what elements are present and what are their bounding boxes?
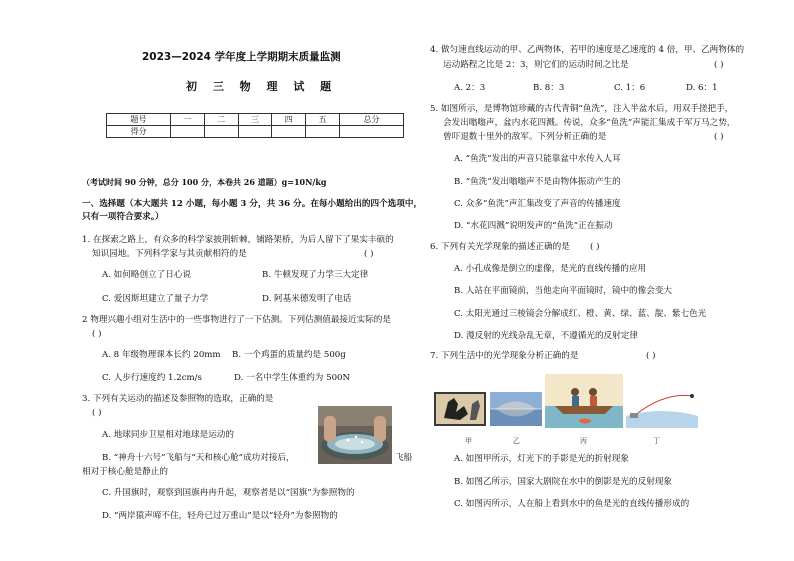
q5-option-a: A. “鱼洗”发出的声音只能靠盆中水传入人耳 (454, 154, 621, 164)
caption-bing: 丙 (580, 437, 587, 445)
q7-option-b: B. 如图乙所示，国家大剧院在水中的倒影是光的反射现象 (454, 477, 673, 487)
light-bending-diagram (626, 386, 698, 428)
score-input-cell (204, 126, 238, 138)
score-input-cell (170, 126, 204, 138)
q3-stem: 3. 下列有关运动的描述及参照物的选取，正确的是 (82, 394, 274, 404)
q5-option-c: C. 众多“鱼洗”声汇集改变了声音的传播速度 (454, 199, 621, 209)
q6-stem: 6. 下列有关光学现象的描述正确的是 (430, 242, 570, 252)
q5-option-b: B. “鱼洗”发出嗡嗡声不是由物体振动产生的 (454, 177, 621, 187)
q3-option-a: A. 地球同步卫星相对地球是运动的 (102, 430, 234, 440)
q7-option-a: A. 如图甲所示，灯光下的手影是光的折射现象 (454, 454, 629, 464)
q2-option-c: C. 人步行速度约 1.2cm/s (102, 373, 202, 383)
q4-option-c: C. 1：6 (614, 83, 646, 93)
exam-subtitle: 初 三 物 理 试 题 (186, 80, 338, 93)
score-input-cell (340, 126, 404, 138)
section-heading-line2: 只有一项符合要求。） (82, 212, 164, 222)
q1-option-c: C. 爱因斯坦建立了量子力学 (102, 294, 209, 304)
q5-answer-paren: ( ) (714, 132, 724, 142)
score-table (106, 113, 404, 138)
table-cell: 四 (272, 114, 306, 126)
q5-stem-cont2: 曾吓退数十里外的敌军。下列分析正确的是 (443, 132, 607, 142)
q2-option-a: A. 8 年级物理课本长约 20mm (102, 350, 221, 360)
q5-stem-cont: 会发出嗡嗡声，盆内水花四溅。传说，众多“鱼洗”声能汇集成千军万马之势， (443, 118, 736, 128)
table-cell: 一 (170, 114, 204, 126)
q6-option-a: A. 小孔成像是倒立的虚像，是光的直线传播的应用 (454, 264, 647, 274)
section-heading-line1: 一、选择题（本大题共 12 小题，每小题 3 分，共 36 分。在每小题给出的四个选项中， (82, 199, 423, 209)
q1-option-b: B. 牛顿发现了力学三大定律 (262, 270, 369, 280)
q2-option-d: D. 一名中学生体重约为 500N (234, 373, 351, 383)
hand-shadow-image (434, 392, 486, 426)
table-cell: 题号 (107, 114, 171, 126)
q1-stem-cont: 知识园地。下列科学家与其贡献相符的是 (92, 249, 247, 259)
boat-fishing-image (545, 374, 623, 428)
exam-title: 2023—2024 学年度上学期期末质量监测 (142, 51, 341, 63)
q7-answer-paren: ( ) (646, 351, 656, 361)
q4-option-d: D. 6：1 (686, 83, 718, 93)
table-cell: 二 (204, 114, 238, 126)
table-cell: 五 (306, 114, 340, 126)
q6-option-c: C. 太阳光通过三棱镜会分解成红、橙、黄、绿、蓝、靛、紫七色光 (454, 309, 707, 319)
q2-answer-paren: ( ) (92, 329, 102, 339)
caption-yi: 乙 (513, 437, 520, 445)
q7-stem: 7. 下列生活中的光学现象分析正确的是 (430, 351, 579, 361)
q4-option-b: B. 8：3 (533, 83, 565, 93)
table-cell: 三 (238, 114, 272, 126)
score-table-row (107, 114, 404, 126)
q3-option-b-end: 飞船 (395, 453, 413, 463)
exam-info: （考试时间 90 分钟，总分 100 分，本卷共 26 道题）g=10N/kg (82, 177, 327, 187)
table-cell: 总分 (340, 114, 404, 126)
caption-ding: 丁 (653, 437, 660, 445)
q6-option-d: D. 漫反射的光线杂乱无章，不遵循光的反射定律 (454, 331, 638, 341)
q5-stem: 5. 如图所示，是博物馆珍藏的古代青铜“鱼洗”，注入半盆水后，用双手搓把手， (430, 104, 734, 114)
q1-option-d: D. 阿基米德发明了电话 (262, 294, 352, 304)
score-input-cell (238, 126, 272, 138)
fish-basin-photo (318, 406, 392, 464)
score-input-cell (272, 126, 306, 138)
theater-reflection-image (490, 392, 542, 426)
q5-option-d: D. “水花四溅”说明发声的“鱼洗”正在振动 (454, 221, 613, 231)
q2-stem: 2 物理兴趣小组对生活中的一些事物进行了一下估测。下列估测值最接近实际的是 (82, 315, 391, 325)
q3-option-b-cont: 相对于核心舱是静止的 (82, 467, 168, 477)
q1-answer-paren: ( ) (364, 249, 374, 259)
score-input-cell (306, 126, 340, 138)
caption-jia: 甲 (465, 437, 472, 445)
table-cell: 得分 (107, 126, 171, 138)
score-table-row (107, 126, 404, 138)
q2-option-b: B. 一个鸡蛋的质量约是 500g (232, 350, 346, 360)
q6-answer-paren: ( ) (590, 242, 600, 252)
q4-stem-cont: 运动路程之比是 2：3，则它们的运动时间之比是 (443, 60, 629, 70)
q3-option-b: B. “神舟十六号”飞船与“天和核心舱”成功对接后， (102, 453, 295, 463)
q4-answer-paren: ( ) (714, 60, 724, 70)
q6-option-b: B. 人站在平面镜前，当他走向平面镜时，镜中的像会变大 (454, 286, 673, 296)
q3-option-d: D. “两岸猿声啼不住，轻舟已过万重山”是以“轻舟”为参照物的 (102, 511, 338, 521)
q1-stem: 1. 在探索之路上，有众多的科学家披荆斩棘，铺路架桥，为后人留下了果实丰硕的 (82, 235, 394, 245)
q3-option-c: C. 升国旗时，观察到国旗冉冉升起，观察者是以“国旗”为参照物的 (102, 488, 355, 498)
q3-answer-paren: ( ) (92, 408, 102, 418)
q1-option-a: A. 如何略创立了日心说 (102, 270, 192, 280)
q4-option-a: A. 2：3 (454, 83, 486, 93)
q4-stem: 4. 做匀速直线运动的甲、乙两物体，若甲的速度是乙速度的 4 倍，甲、乙两物体的 (430, 45, 745, 55)
q7-option-c: C. 如图丙所示，人在船上看到水中的鱼是光的直线传播形成的 (454, 499, 690, 509)
